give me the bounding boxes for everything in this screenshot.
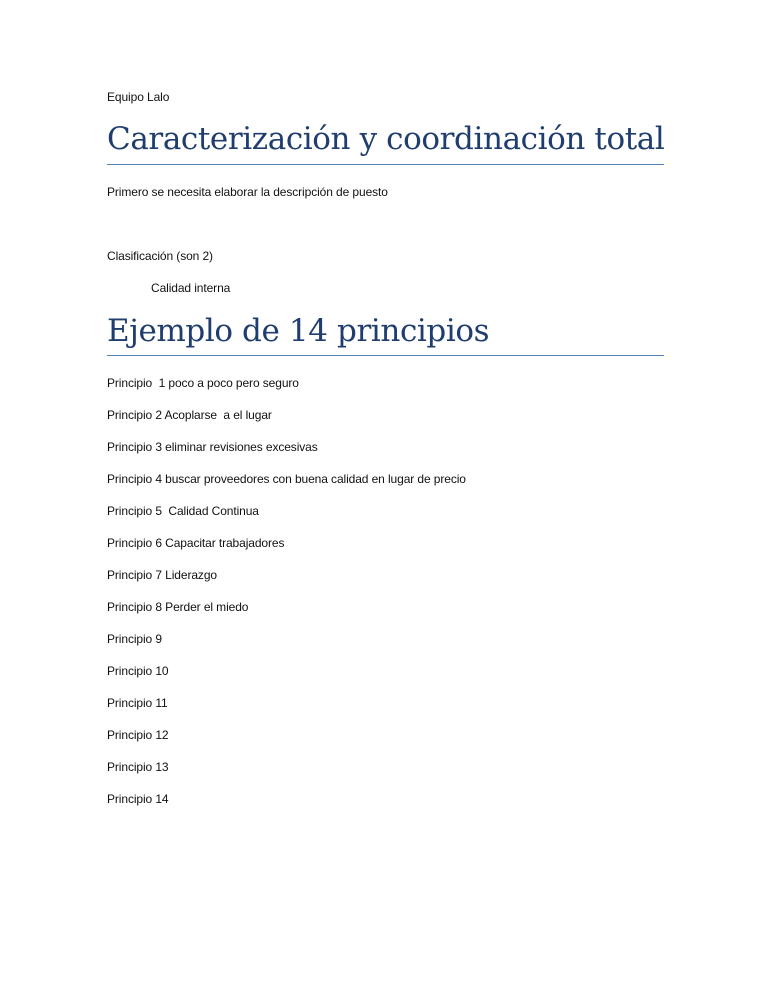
principle-item: Principio 6 Capacitar trabajadores <box>107 536 285 550</box>
heading-underline <box>107 164 664 165</box>
principle-item: Principio 13 <box>107 760 169 774</box>
principle-item: Principio 5 Calidad Continua <box>107 504 259 518</box>
principle-item: Principio 14 <box>107 792 169 806</box>
principle-item: Principio 1 poco a poco pero seguro <box>107 376 299 390</box>
classification-line: Clasificación (son 2) <box>107 249 213 263</box>
heading-underline <box>107 355 664 356</box>
principle-item: Principio 2 Acoplarse a el lugar <box>107 408 272 422</box>
principle-item: Principio 7 Liderazgo <box>107 568 217 582</box>
principle-item: Principio 10 <box>107 664 169 678</box>
intro-paragraph: Primero se necesita elaborar la descripción de puesto <box>107 185 388 199</box>
principle-item: Principio 12 <box>107 728 169 742</box>
principle-item: Principio 8 Perder el miedo <box>107 600 249 614</box>
classification-item: Calidad interna <box>151 281 231 295</box>
section-heading-principios: Ejemplo de 14 principios <box>107 313 490 349</box>
author-line: Equipo Lalo <box>107 90 170 104</box>
principle-item: Principio 3 eliminar revisiones excesivas <box>107 440 318 454</box>
principle-item: Principio 11 <box>107 696 168 710</box>
principle-item: Principio 9 <box>107 632 162 646</box>
section-heading-caracterizacion: Caracterización y coordinación total <box>107 121 665 157</box>
principle-item: Principio 4 buscar proveedores con buena calidad en lugar de precio <box>107 472 466 486</box>
